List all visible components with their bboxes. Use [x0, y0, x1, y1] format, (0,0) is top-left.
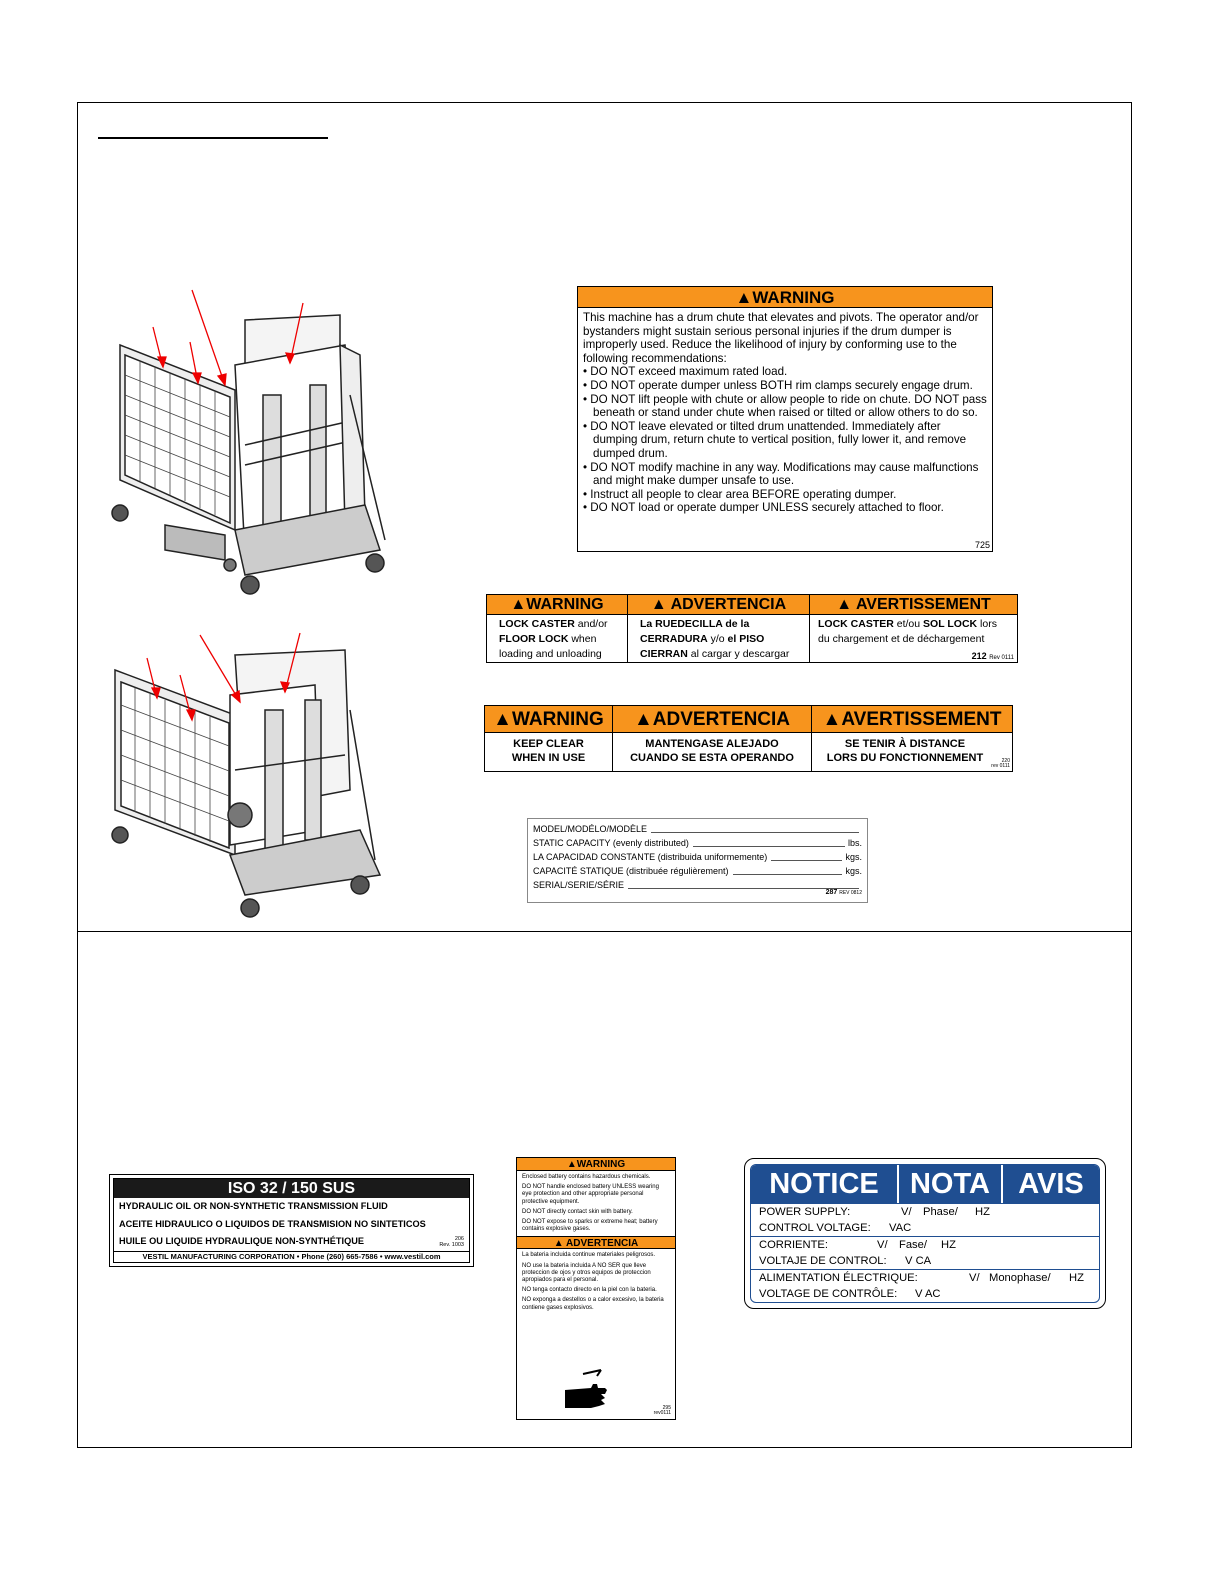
oil-label-line: ACEITE HIDRAULICO O LIQUIDOS DE TRANSMISION NO SINTETICOS: [119, 1218, 426, 1229]
warning-triangle-icon: ▲: [836, 596, 853, 613]
notice-group-french: ALIMENTATION ÉLECTRIQUE: V/ Monophase/ HZ VOLTAGE DE CONTRÔLE: V AC: [751, 1269, 1099, 1302]
capacity-row: LA CAPACIDAD CONSTANTE (distribuida uniformemente) kgs.: [533, 852, 862, 862]
label-col-english: ▲WARNING LOCK CASTER and/or FLOOR LOCK when loading and unloading: [487, 595, 628, 662]
capacity-row: SERIAL/SERIE/SÉRIE: [533, 878, 862, 892]
label-code: 287 REV 0812: [825, 889, 862, 896]
capacity-row: CAPACITÉ STATIQUE (distribuée régulièrement) kgs.: [533, 866, 862, 876]
capacity-label-287: [527, 818, 868, 903]
label-code: 725: [974, 540, 990, 550]
oil-label-line: HUILE OU LIQUIDE HYDRAULIQUE NON-SYNTHÉTIQUE: [119, 1236, 365, 1246]
warning-bullet: • DO NOT exceed maximum rated load.: [583, 365, 788, 379]
battery-warning-line: NO tenga contacto directo en la piel con la bateria.: [522, 1287, 657, 1294]
battery-warning-line: Enclosed battery contains hazardous chemicals.: [522, 1174, 651, 1180]
battery-warning-line: DO NOT directly contact skin with battery.: [522, 1208, 633, 1215]
warning-triangle-icon: ▲: [735, 288, 753, 307]
capacity-row: STATIC CAPACITY (evenly distributed) lbs.: [533, 838, 862, 848]
battery-warning-label-295: ▲WARNING Enclosed battery contains hazardous chemicals. DO NOT handle enclosed battery UNLESS wearing eye protection and other appropriate personal protective equipment. DO NOT directly contact skin with battery. DO NOT expose to sparks or extreme heat; battery contains explosive gases. ▲ ADVERTENCIA La bateria incluida continue materiales peligrosos. NO use la bateria incluida A NO SER que lleve proteccion de ojos y otros equipos de proteccion apropiados para el personal. NO tenga contacto directo en la piel con la bateria. NO exponga a destellos o a calor excesivo, la bateria contiene gases explosivos. 295 rev0111: [516, 1157, 676, 1420]
warning-bullet: • DO NOT load or operate dumper UNLESS securely attached to floor.: [583, 501, 944, 515]
warning-bullet: • DO NOT operate dumper unless BOTH rim clamps securely engage drum.: [583, 378, 973, 392]
label-code: 220 rev 0111: [991, 758, 1010, 769]
warning-intro: This machine has a drum chute that elevates and pivots. The operator and/or bystanders might sustain serious personal injuries if the drum dumper is improperly used. Reduce the likelihood of injury by conforming use to the following recommendations:: [583, 311, 979, 365]
label-col-spanish: ▲ADVERTENCIA MANTENGASE ALEJADO CUANDO SE ESTA OPERANDO: [613, 706, 812, 771]
oil-label-title: ISO 32 / 150 SUS: [114, 1179, 469, 1198]
keep-clear-label-220: [484, 705, 1013, 772]
label-code: 212 Rev 0111: [971, 651, 1014, 661]
notice-header-en: NOTICE: [751, 1165, 899, 1203]
warning-triangle-icon: ▲: [633, 709, 653, 730]
notice-header-fr: AVIS: [1018, 1168, 1084, 1200]
label-col-spanish: ▲ ADVERTENCIA La RUEDECILLA de la CERRADURA y/o el PISO CIERRAN al cargar y descargar: [628, 595, 810, 662]
warning-bullet: • DO NOT lift people with chute or allow people to ride on chute. DO NOT pass beneath or stand under chute when raised or tilted or allow others to do so.: [583, 392, 987, 420]
section-title-underline: [98, 137, 328, 139]
notice-header-es: NOTA: [899, 1165, 1003, 1203]
warning-triangle-icon: ▲: [566, 1159, 577, 1170]
notice-power-label: [744, 1158, 1106, 1309]
battery-warning-line: NO exponga a destellos o a calor excesivo, la bateria contiene gases explosivos.: [522, 1297, 664, 1311]
label-col-french: ▲AVERTISSEMENT SE TENIR À DISTANCE LORS DU FONCTIONNEMENT 220 rev 0111: [812, 706, 1012, 771]
label-col-english: ▲WARNING KEEP CLEAR WHEN IN USE: [485, 706, 613, 771]
battery-warning-line: NO use la bateria incluida A NO SER que lleve proteccion de ojos y otros equipos de proteccion apropiados para el personal.: [522, 1262, 651, 1284]
warning-label-725: [577, 286, 993, 552]
hydraulic-oil-label-206: [109, 1174, 474, 1267]
battery-warning-line: La bateria incluida continue materiales peligrosos.: [522, 1252, 656, 1259]
warning-triangle-icon: ▲: [493, 709, 512, 730]
warning-bullet: • DO NOT leave elevated or tilted drum unattended. Immediately after dumping drum, return chute to vertical position, fully lower it, and remove dumped drum.: [583, 419, 967, 460]
capacity-row: MODEL/MODÉLO/MODÈLE: [533, 822, 862, 836]
warning-bullet: • Instruct all people to clear area BEFORE operating dumper.: [583, 487, 897, 501]
warning-triangle-icon: ▲: [553, 1238, 564, 1250]
notice-group-spanish: CORRIENTE: V/ Fase/ HZ VOLTAJE DE CONTROL: V CA: [751, 1236, 1099, 1269]
drum-dumper-illustration-tilted: [95, 630, 395, 925]
oil-label-line: HYDRAULIC OIL OR NON-SYNTHETIC TRANSMISSION FLUID: [119, 1201, 388, 1211]
battery-warning-line: DO NOT handle enclosed battery UNLESS wearing eye protection and other appropriate personal protective equipment.: [522, 1184, 659, 1205]
oil-label-footer: VESTIL MANUFACTURING CORPORATION • Phone (260) 665-7586 • www.vestil.com: [114, 1251, 469, 1262]
warning-bullet: • DO NOT modify machine in any way. Modifications may cause malfunctions and might make dumper unsafe to use.: [583, 460, 979, 488]
chemical-burn-hand-icon: [561, 1368, 631, 1418]
notice-group-english: POWER SUPPLY: V/ Phase/ HZ CONTROL VOLTAGE: VAC: [751, 1203, 1099, 1236]
lock-caster-label-212: [486, 594, 1018, 663]
label-col-french: ▲ AVERTISSEMENT LOCK CASTER et/ou SOL LOCK lors du chargement et de déchargement 212 Rev 0111: [810, 595, 1017, 662]
warning-triangle-icon: ▲: [822, 709, 842, 730]
warning-triangle-icon: ▲: [510, 596, 527, 613]
warning-header: ▲WARNING: [578, 287, 992, 308]
label-code: 295 rev0111: [653, 1405, 671, 1416]
drum-dumper-illustration-upright: [95, 285, 395, 605]
label-code: 206 Rev. 1003: [439, 1236, 464, 1248]
warning-triangle-icon: ▲: [650, 596, 667, 613]
battery-warning-line: DO NOT expose to sparks or extreme heat; battery contains explosive gases.: [522, 1219, 658, 1233]
